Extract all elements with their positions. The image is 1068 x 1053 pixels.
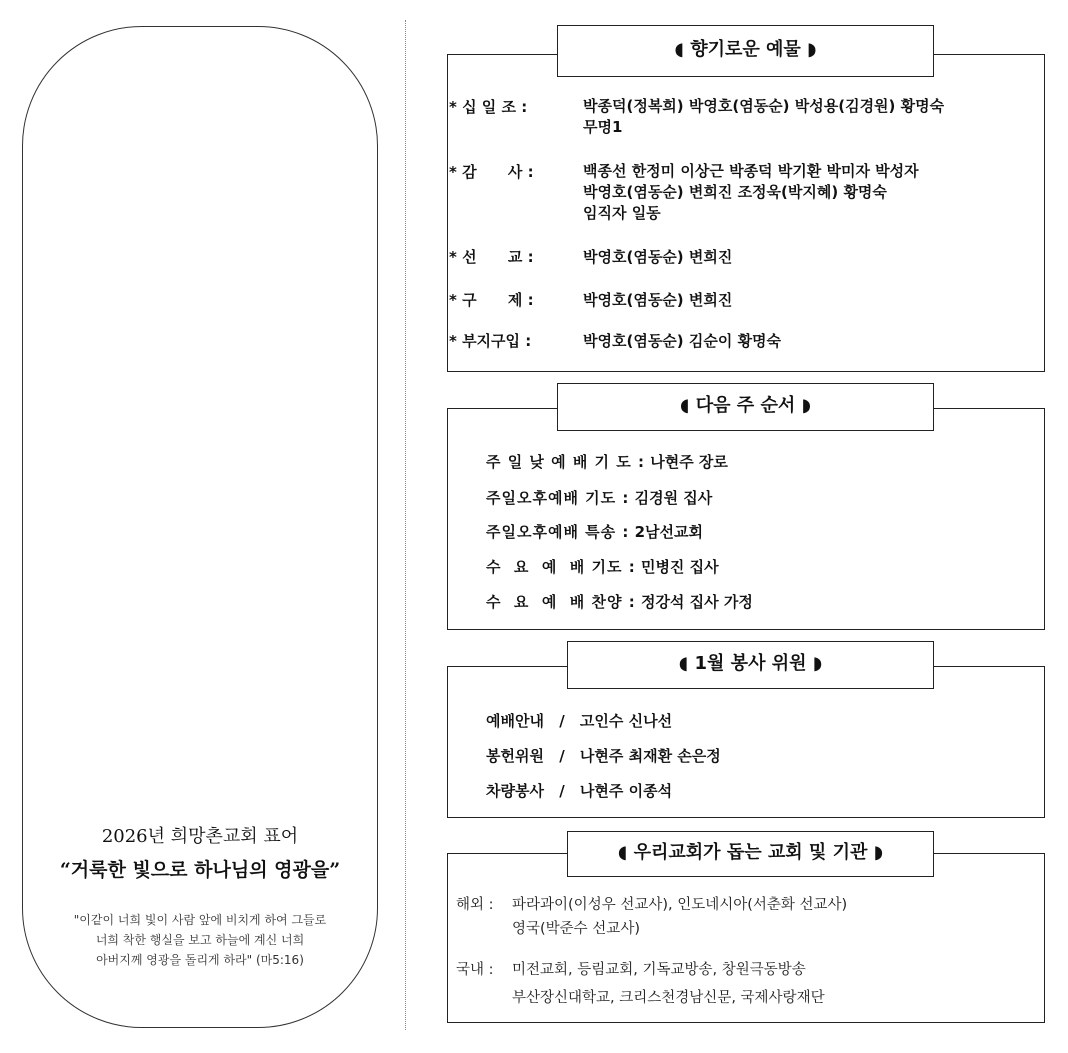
order-label: 수 요 예 배 찬양 : [486, 593, 636, 611]
verse-line: 아버지께 영광을 돌리게 하라" (마5:16) [96, 953, 304, 967]
bible-verse [22, 910, 378, 970]
overseas-label: 해외 : [456, 897, 494, 913]
offerings-title: ◖ 향기로운 예물 ◗ [557, 25, 934, 77]
motto-year: 2026년 희망촌교회 표어 [101, 826, 299, 847]
order-value: 2남선교회 [634, 523, 704, 541]
order-row [486, 591, 753, 612]
offering-label: * 구 제 : [449, 291, 534, 309]
domestic-label: 국내 : [456, 962, 494, 978]
service-sep: / [559, 747, 565, 765]
service-value: 고인수 신나선 [579, 712, 673, 730]
offering-names: 박영호(염동순) 변희진 [583, 248, 733, 266]
service-label: 예배안내 [486, 712, 544, 730]
order-value: 민병진 집사 [640, 558, 719, 576]
order-label: 주 일 낮 예 배 기 도 : [486, 453, 645, 471]
order-value: 정강석 집사 가정 [640, 593, 753, 611]
service-row [486, 780, 672, 801]
offering-names: 박영호(염동순) 김순이 황명숙 [583, 332, 782, 350]
offering-names: 박영호(염동순) 변희진 [583, 291, 733, 309]
order-value: 김경원 집사 [634, 489, 713, 507]
offering-names: 무명1 [583, 118, 623, 136]
service-sep: / [559, 712, 565, 730]
offering-label: * 감 사 : [449, 163, 534, 181]
offering-names: 박종덕(정복희) 박영호(염동순) 박성용(김경원) 황명숙 [583, 97, 945, 115]
offering-label: * 십 일 조 : [449, 98, 528, 116]
offering-names: 박영호(염동순) 변희진 조정욱(박지혜) 황명숙 [583, 183, 887, 201]
order-row [486, 487, 712, 508]
offering-names: 임직자 일동 [583, 204, 661, 222]
order-label: 수 요 예 배 기도 : [486, 558, 636, 576]
order-row [486, 556, 719, 577]
fold-divider [405, 20, 406, 1030]
service-label: 차량봉사 [486, 782, 544, 800]
domestic-list: 부산장신대학교, 크리스천경남신문, 국제사랑재단 [512, 990, 825, 1006]
offering-label: * 선 교 : [449, 248, 534, 266]
next-order-title: ◖ 다음 주 순서 ◗ [557, 383, 934, 431]
offering-label: * 부지구입 : [449, 332, 532, 350]
offering-names: 백종선 한정미 이상근 박종덕 박기환 박미자 박성자 [583, 162, 919, 180]
service-row [486, 710, 672, 731]
order-label: 주일오후예배 기도 : [486, 489, 630, 507]
order-label: 주일오후예배 특송 : [486, 523, 630, 541]
overseas-list: 영국(박준수 선교사) [512, 921, 640, 937]
order-row [486, 521, 703, 542]
support-overseas [456, 893, 848, 941]
support-title: ◖ 우리교회가 돕는 교회 및 기관 ◗ [567, 831, 934, 877]
verse-line: 너희 착한 행실을 보고 하늘에 계신 너희 [95, 933, 305, 947]
service-title: ◖ 1월 봉사 위원 ◗ [567, 641, 934, 689]
order-value: 나현주 장로 [650, 453, 728, 471]
order-row [486, 451, 728, 472]
service-value: 나현주 최재환 손은정 [579, 747, 721, 765]
verse-line: "이같이 너희 빛이 사람 앞에 비치게 하여 그들로 [73, 913, 327, 927]
motto-title: “거룩한 빛으로 하나님의 영광을” [59, 859, 341, 881]
domestic-list: 미전교회, 등림교회, 기독교방송, 창원극동방송 [512, 962, 806, 978]
service-sep: / [559, 782, 565, 800]
service-value: 나현주 이종석 [579, 782, 673, 800]
overseas-list: 파라과이(이성우 선교사), 인도네시아(서춘화 선교사) [512, 897, 848, 913]
service-row [486, 745, 721, 766]
support-domestic [456, 956, 825, 1012]
service-label: 봉헌위원 [486, 747, 544, 765]
